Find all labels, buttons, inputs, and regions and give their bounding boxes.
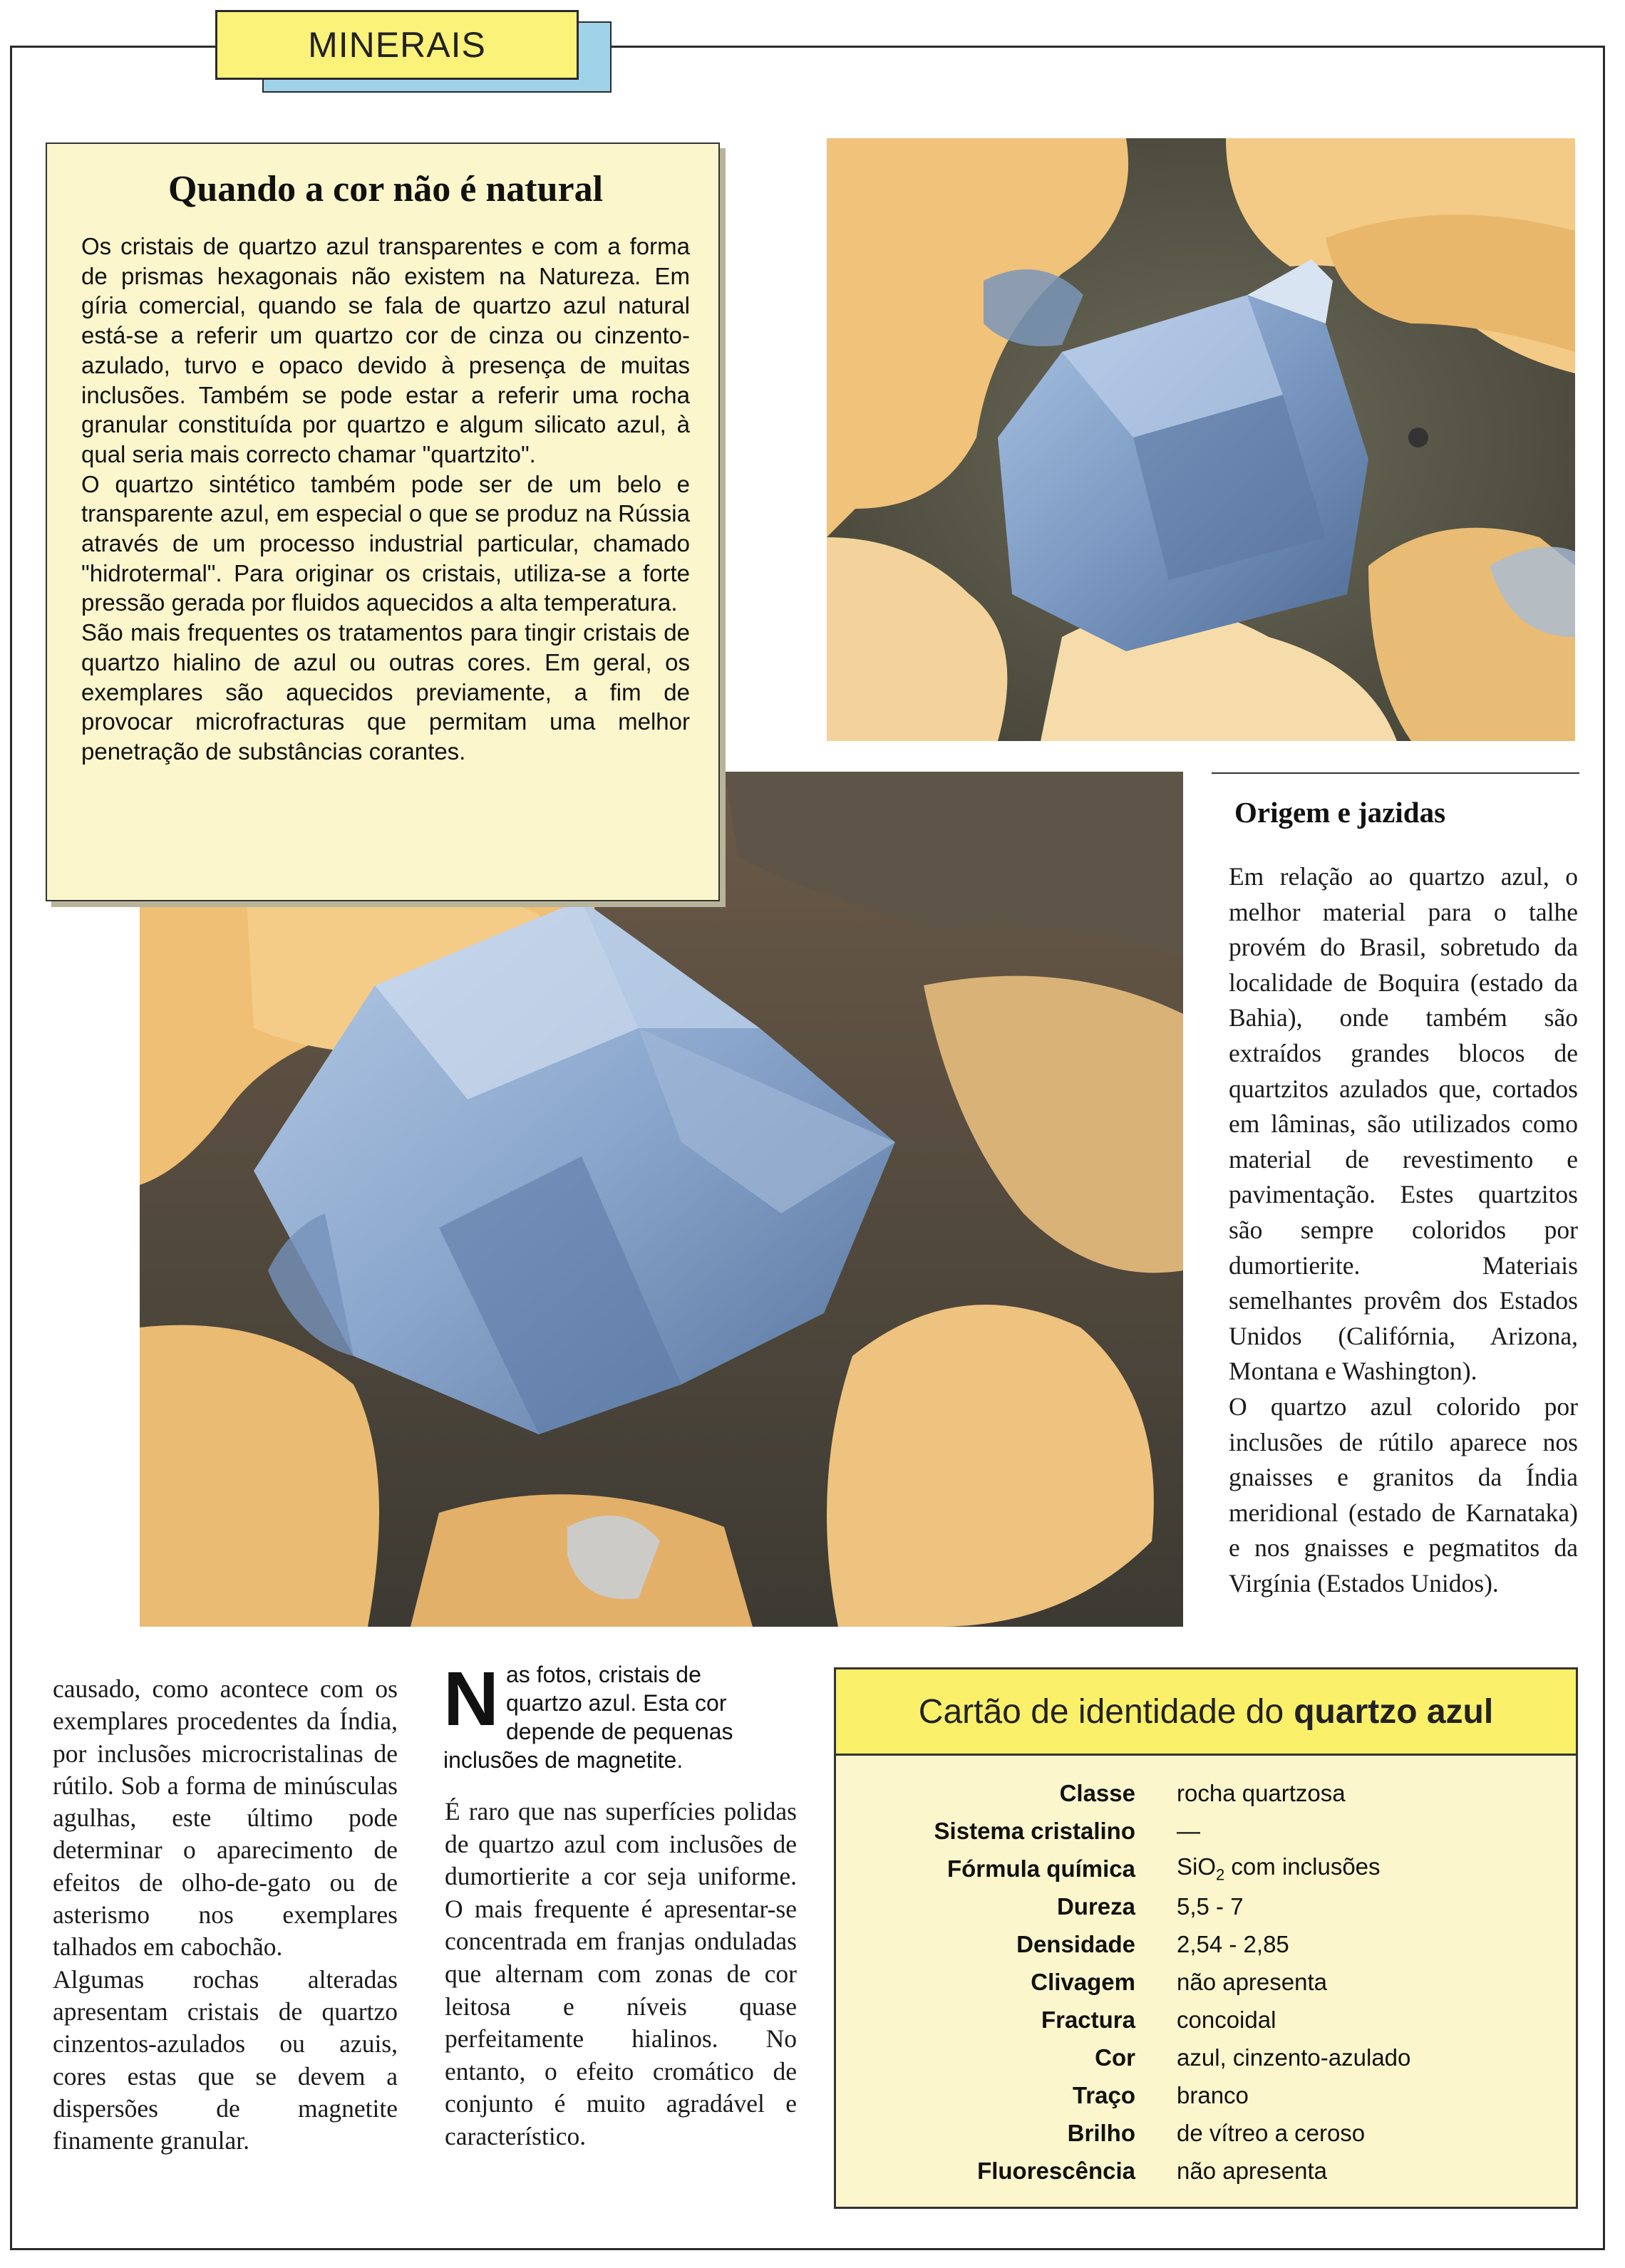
row-label: Densidade — [1016, 1930, 1135, 1957]
sidebar-box-text: Os cristais de quartzo azul transparentes e com a forma de prismas hexagonais não existem na Natureza. Em gíria comercial, quando se fala de quartzo azul natural está-se a referir um quartzo cor de cinza ou cinzento-azulado, turvo e opaco devido à presença de muitas inclusões. Também se pode estar a referir uma rocha granular constituída por quartzo e algum silicato azul, à qual seria mais correcto chamar "quartzito". O quartzo sintético também pode ser de um belo e transparente azul, em especial o que se produz na Rússia através de um processo industrial particular, chamado "hidrotermal". Para originar os cristais, utiliza-se a forte pressão gerada por fluidos aquecidos a alta temperatura. São mais frequentes os tratamentos para tingir cristais de quartzo hialino de azul ou outras cores. Em geral, os exemplares são aquecidos previamente, a fim de provocar microfracturas que permitam uma melhor penetração de substâncias corantes. — [81, 233, 690, 765]
column-1-text: causado, como acontece com os exemplares procedentes da Índia, por inclusões microcristalinas de rútilo. Sob a forma de minúsculas agulhas, este último pode determinar o aparecimento de efeitos de olho-de-gato ou de asterismo nos exemplares talhados em cabochão. Algumas rochas alteradas apresentam cristais de quartzo cinzentos-azulados ou azuis, cores estas que se devem a dispersões de magnetite finamente granular. — [53, 1674, 398, 2155]
row-value: não apresenta — [1177, 1968, 1328, 1995]
section-label: MINERAIS — [308, 25, 486, 65]
row-value: azul, cinzento-azulado — [1177, 2044, 1411, 2071]
row-label: Fluorescência — [977, 2157, 1135, 2184]
origem-text: Em relação ao quartzo azul, o melhor material para o talhe provém do Brasil, sobretudo da localidade de Boquira (estado da Bahia), onde também são extraídos grandes blocos de quartzitos azulados que, cortados em lâminas, são utilizados como material de revestimento e pavimentação. Estes quartzitos são sempre coloridos por dumortierite. Materiais semelhantes provêm dos Estados Unidos (Califórnia, Arizona, Montana e Washington). O quartzo azul colorido por inclusões de rútilo aparece nos gnaisses e granitos da Índia meridional (estado de Karnataka) e nos gnaisses e pegmatitos da Virgínia (Estados Unidos). — [1229, 862, 1578, 1598]
row-label: Cor — [1095, 2044, 1135, 2071]
id-card-row — [836, 2001, 1576, 2039]
sidebar-box-title: Quando a cor não é natural — [167, 169, 604, 209]
id-card-title-bold: quartzo azul — [1294, 1692, 1494, 1731]
row-label: Fractura — [1041, 2006, 1135, 2033]
id-card-row — [836, 2152, 1576, 2190]
caption-text: as fotos, cristais de quartzo azul. Esta cor depende de pequenas inclusões de magnetite. — [443, 1662, 733, 1773]
id-card-row — [836, 1888, 1576, 1925]
origem-title: Origem e jazidas — [1234, 796, 1446, 829]
id-card-row — [836, 1774, 1576, 1812]
id-card-row — [836, 1963, 1576, 2001]
sidebar-box — [46, 143, 720, 901]
id-card-row — [836, 1925, 1576, 1963]
row-value: 2,54 - 2,85 — [1177, 1930, 1289, 1957]
id-card-title — [836, 1669, 1576, 1756]
row-label: Fórmula química — [946, 1855, 1135, 1882]
column-2-text: É raro que nas superfícies polidas de quartzo azul com inclusões de dumortierite a cor seja uniforme. O mais frequente é apresentar-se concentrada em franjas onduladas que alternam com zonas de cor leitosa e níveis quase perfeitamente hialinos. No entanto, o efeito cromático de conjunto é muito agradável e característico. — [445, 1797, 797, 2150]
id-card-title-prefix: Cartão de identidade do — [918, 1692, 1284, 1731]
id-card-row — [836, 2076, 1576, 2114]
row-label: Sistema cristalino — [934, 1817, 1135, 1844]
formula-base: SiO — [1177, 1853, 1217, 1880]
origem-divider — [1212, 772, 1579, 774]
section-tab — [215, 10, 579, 80]
row-value: não apresenta — [1177, 2157, 1328, 2184]
formula-rest: com inclusões — [1224, 1853, 1381, 1880]
row-value: — — [1177, 1817, 1200, 1844]
row-value: branco — [1177, 2081, 1249, 2108]
caption-drop-cap: N — [443, 1655, 499, 1741]
row-label: Brilho — [1067, 2119, 1135, 2146]
row-value: concoidal — [1177, 2006, 1276, 2033]
row-label: Classe — [1059, 1779, 1135, 1806]
row-label: Clivagem — [1031, 1968, 1135, 1995]
id-card-row — [836, 1812, 1576, 1850]
row-value — [1177, 1853, 1576, 1885]
row-value: 5,5 - 7 — [1177, 1892, 1244, 1920]
row-label: Traço — [1072, 2081, 1135, 2108]
row-label: Dureza — [1056, 1892, 1135, 1920]
id-card-row — [836, 2114, 1576, 2152]
id-card-row — [836, 1850, 1576, 1888]
id-card — [834, 1667, 1578, 2209]
formula-subscript: 2 — [1216, 1865, 1225, 1884]
row-value: de vítreo a ceroso — [1177, 2119, 1366, 2146]
row-value: rocha quartzosa — [1177, 1779, 1346, 1806]
photo-quartz-crystal-top — [827, 138, 1575, 741]
id-card-row — [836, 2039, 1576, 2076]
photo-caption — [443, 1655, 750, 1774]
id-card-rows — [836, 1756, 1576, 2190]
